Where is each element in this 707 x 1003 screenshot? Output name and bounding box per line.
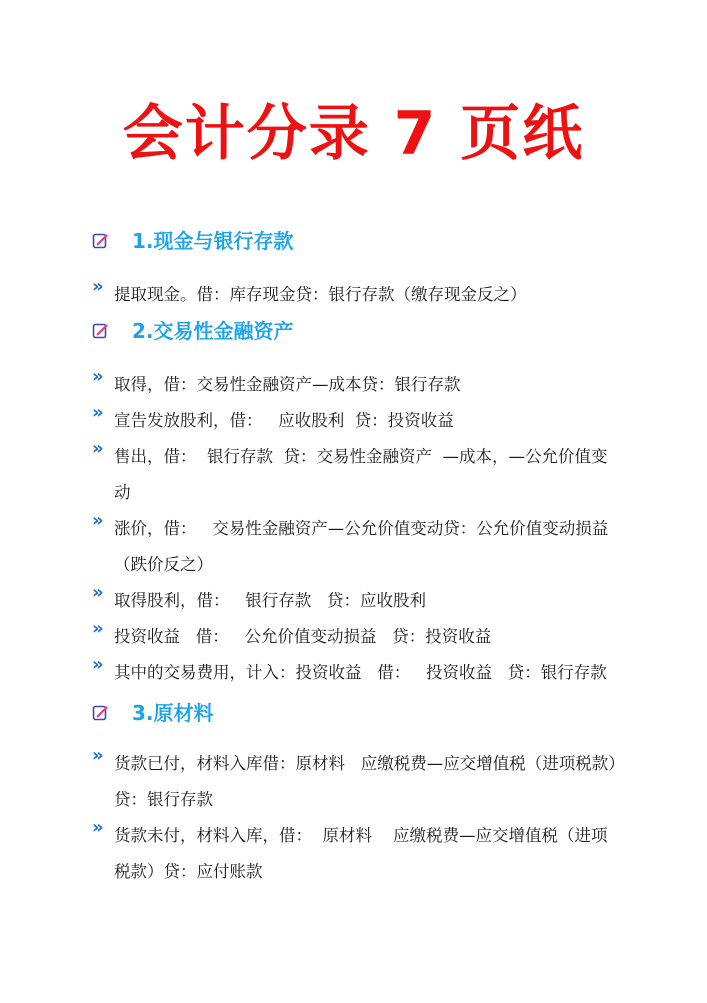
double-chevron-icon: »	[92, 438, 104, 459]
list-item: » 其中的交易费用，计入：投资收益 借： 投资收益 贷：银行存款	[92, 655, 622, 691]
double-chevron-icon: »	[92, 654, 104, 675]
list-item: » 取得，借：交易性金融资产—成本贷：银行存款	[92, 367, 622, 403]
list-item: » 提取现金。借：库存现金贷：银行存款（缴存现金反之）	[92, 277, 622, 313]
double-chevron-icon: »	[92, 582, 104, 603]
list-item: » 货款已付，材料入库借：原材料 应缴税费—应交增值税（进项税款）贷：银行存款	[92, 746, 622, 818]
section-title: 2.交易性金融资产	[132, 319, 294, 343]
list-item: » 涨价，借： 交易性金融资产—公允价值变动贷：公允价值变动损益（跌价反之）	[92, 511, 622, 583]
section-heading-raw-materials	[92, 698, 214, 728]
double-chevron-icon: »	[92, 618, 104, 639]
list-item: » 货款未付，材料入库，借： 原材料 应缴税费—应交增值税（进项税款）贷：应付账款	[92, 818, 622, 890]
double-chevron-icon: »	[92, 817, 104, 838]
double-chevron-icon: »	[92, 276, 104, 297]
list-item: » 取得股利，借： 银行存款 贷：应收股利	[92, 583, 622, 619]
section-heading-trading-assets	[92, 316, 294, 346]
edit-note-icon	[92, 232, 110, 250]
section-title: 1.现金与银行存款	[132, 229, 294, 253]
section-title: 3.原材料	[132, 701, 214, 725]
double-chevron-icon: »	[92, 366, 104, 387]
page-title: 会计分录 7 页纸	[122, 99, 585, 169]
edit-note-icon	[92, 704, 110, 722]
edit-note-icon	[92, 322, 110, 340]
double-chevron-icon: »	[92, 402, 104, 423]
double-chevron-icon: »	[92, 745, 104, 766]
double-chevron-icon: »	[92, 510, 104, 531]
list-item: » 宣告发放股利，借： 应收股利 贷：投资收益	[92, 403, 622, 439]
list-item: » 售出，借： 银行存款 贷：交易性金融资产 —成本，—公允价值变动	[92, 439, 622, 511]
list-item: » 投资收益 借： 公允价值变动损益 贷：投资收益	[92, 619, 622, 655]
section-heading-cash	[92, 226, 294, 256]
